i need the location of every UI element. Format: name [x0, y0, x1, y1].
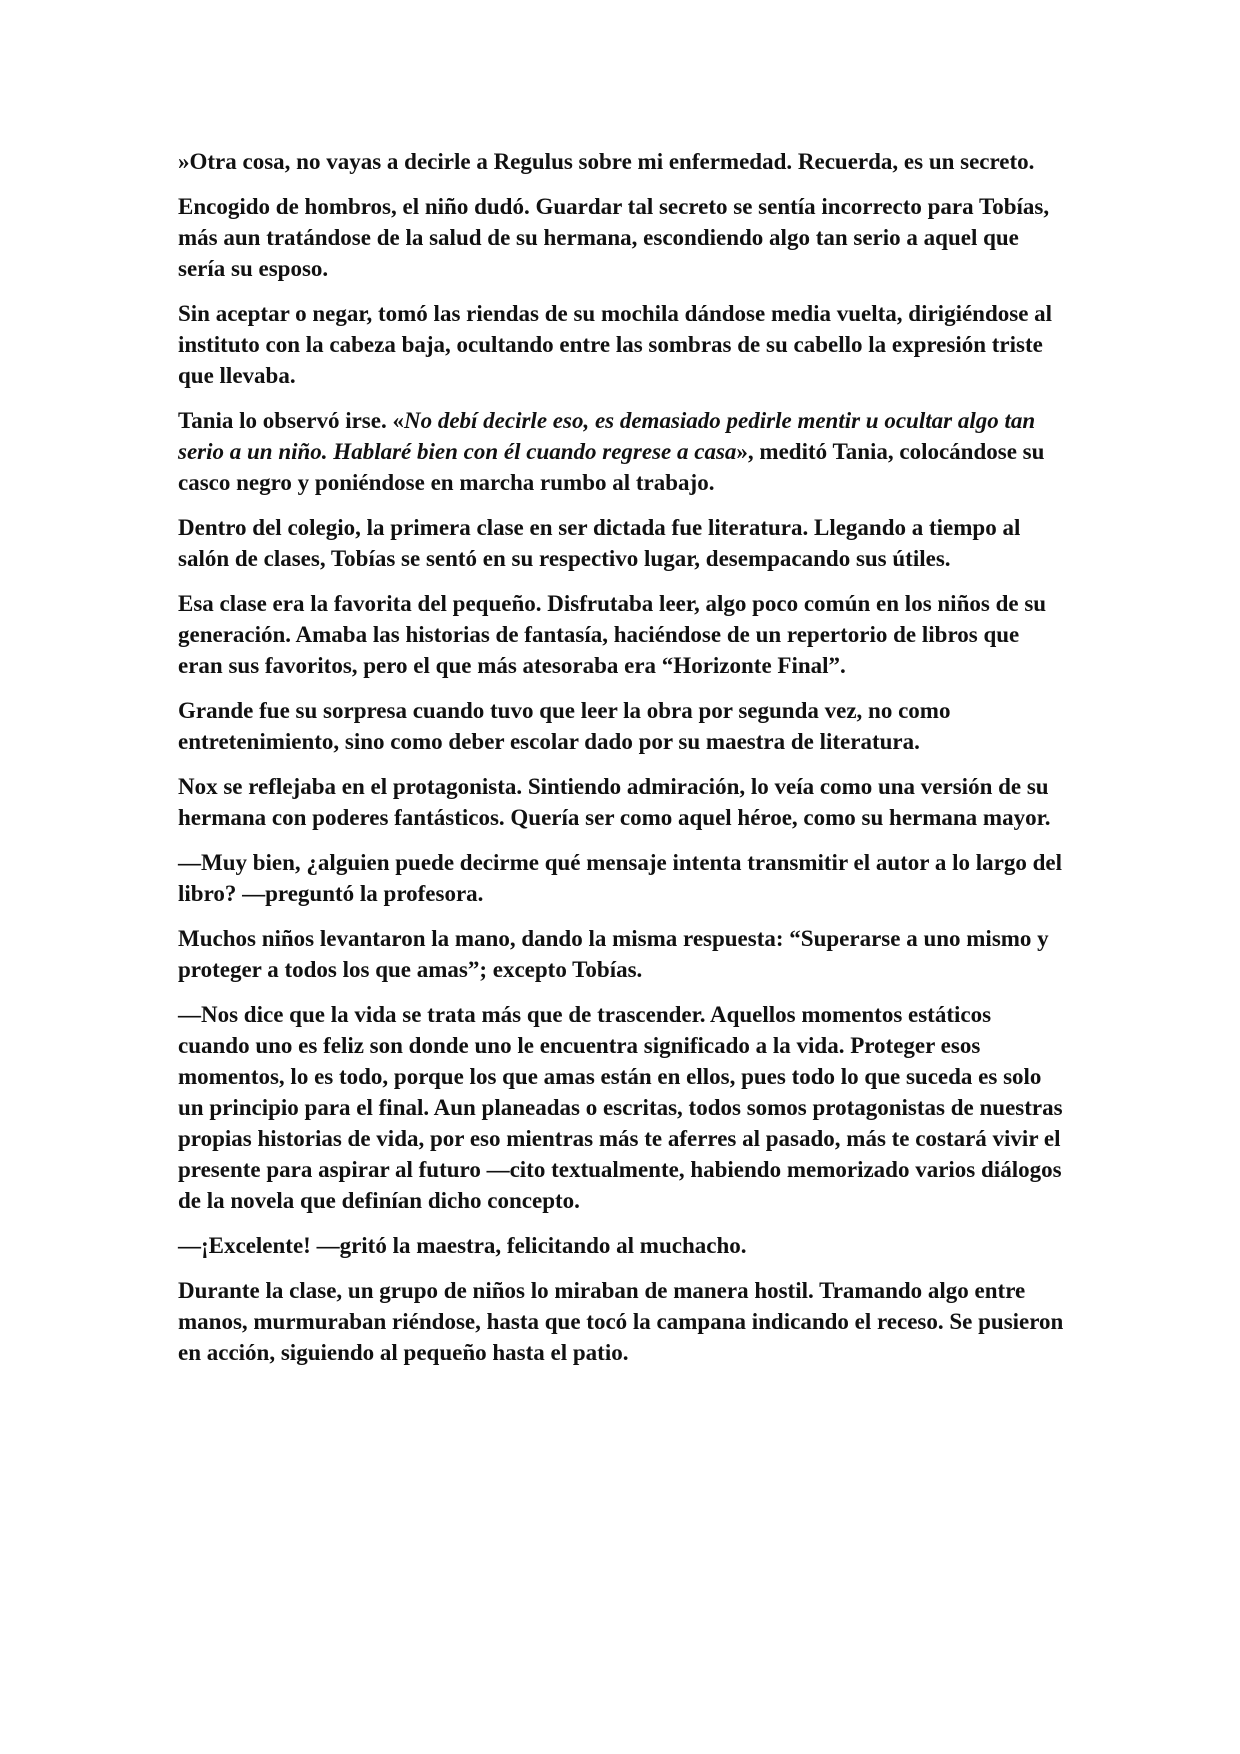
paragraph: —Nos dice que la vida se trata más que de trascender. Aquellos momentos estáticos cuando uno es feliz son donde uno le encuentra significado a la vida. Proteger esos momentos, lo es todo, porque los que amas están en ellos, pues todo lo que suceda es solo un principio para el final. Aun planeadas o escritas, todos somos protagonistas de nuestras propias historias de vida, por eso mientras más te aferres al pasado, más te costará vivir el presente para aspirar al futuro —cito textualmente, habiendo memorizado varios diálogos de la novela que definían dicho concepto.: [178, 1002, 1063, 1213]
body-text: [178, 146, 1066, 1368]
paragraph: Esa clase era la favorita del pequeño. Disfrutaba leer, algo poco común en los niños de su generación. Amaba las historias de fantasía, haciéndose de un repertorio de libros que eran sus favoritos, pero el que más atesoraba era “Horizonte Final”.: [178, 591, 1047, 678]
paragraph: —¡Excelente! —gritó la maestra, felicitando al muchacho.: [178, 1233, 747, 1258]
paragraph: —Muy bien, ¿alguien puede decirme qué mensaje intenta transmitir el autor a lo largo del libro? —preguntó la profesora.: [178, 850, 1062, 906]
paragraph: Encogido de hombros, el niño dudó. Guardar tal secreto se sentía incorrecto para Tobías, más aun tratándose de la salud de su hermana, escondiendo algo tan serio a aquel que sería su esposo.: [178, 194, 1050, 281]
paragraph-segment: Tania lo observó irse. «: [178, 408, 404, 433]
paragraph: Nox se reflejaba en el protagonista. Sintiendo admiración, lo veía como una versión de su hermana con poderes fantásticos. Quería ser como aquel héroe, como su hermana mayor.: [178, 774, 1051, 830]
paragraph-with-italic-thought: [178, 405, 1066, 498]
paragraph-segment: », meditó Tania, colocándose su casco negro y poniéndose en marcha rumbo al trabajo.: [178, 439, 1045, 495]
paragraph: Sin aceptar o negar, tomó las riendas de su mochila dándose media vuelta, dirigiéndose al instituto con la cabeza baja, ocultando entre las sombras de su cabello la expresión triste que llevaba.: [178, 301, 1053, 388]
paragraph: Durante la clase, un grupo de niños lo miraban de manera hostil. Tramando algo entre manos, murmuraban riéndose, hasta que tocó la campana indicando el receso. Se pusieron en acción, siguiendo al pequeño hasta el patio.: [178, 1278, 1064, 1365]
paragraph: Grande fue su sorpresa cuando tuvo que leer la obra por segunda vez, no como entretenimiento, sino como deber escolar dado por su maestra de literatura.: [178, 698, 951, 754]
paragraph: Muchos niños levantaron la mano, dando la misma respuesta: “Superarse a uno mismo y proteger a todos los que amas”; excepto Tobías.: [178, 926, 1049, 982]
italic-thought: No debí decirle eso, es demasiado pedirle mentir u ocultar algo tan serio a un niño. Hablaré bien con él cuando regrese a casa: [178, 408, 1036, 464]
paragraph: »Otra cosa, no vayas a decirle a Regulus sobre mi enfermedad. Recuerda, es un secreto.: [178, 149, 1035, 174]
paragraph: Dentro del colegio, la primera clase en ser dictada fue literatura. Llegando a tiempo al salón de clases, Tobías se sentó en su respectivo lugar, desempacando sus útiles.: [178, 515, 1021, 571]
